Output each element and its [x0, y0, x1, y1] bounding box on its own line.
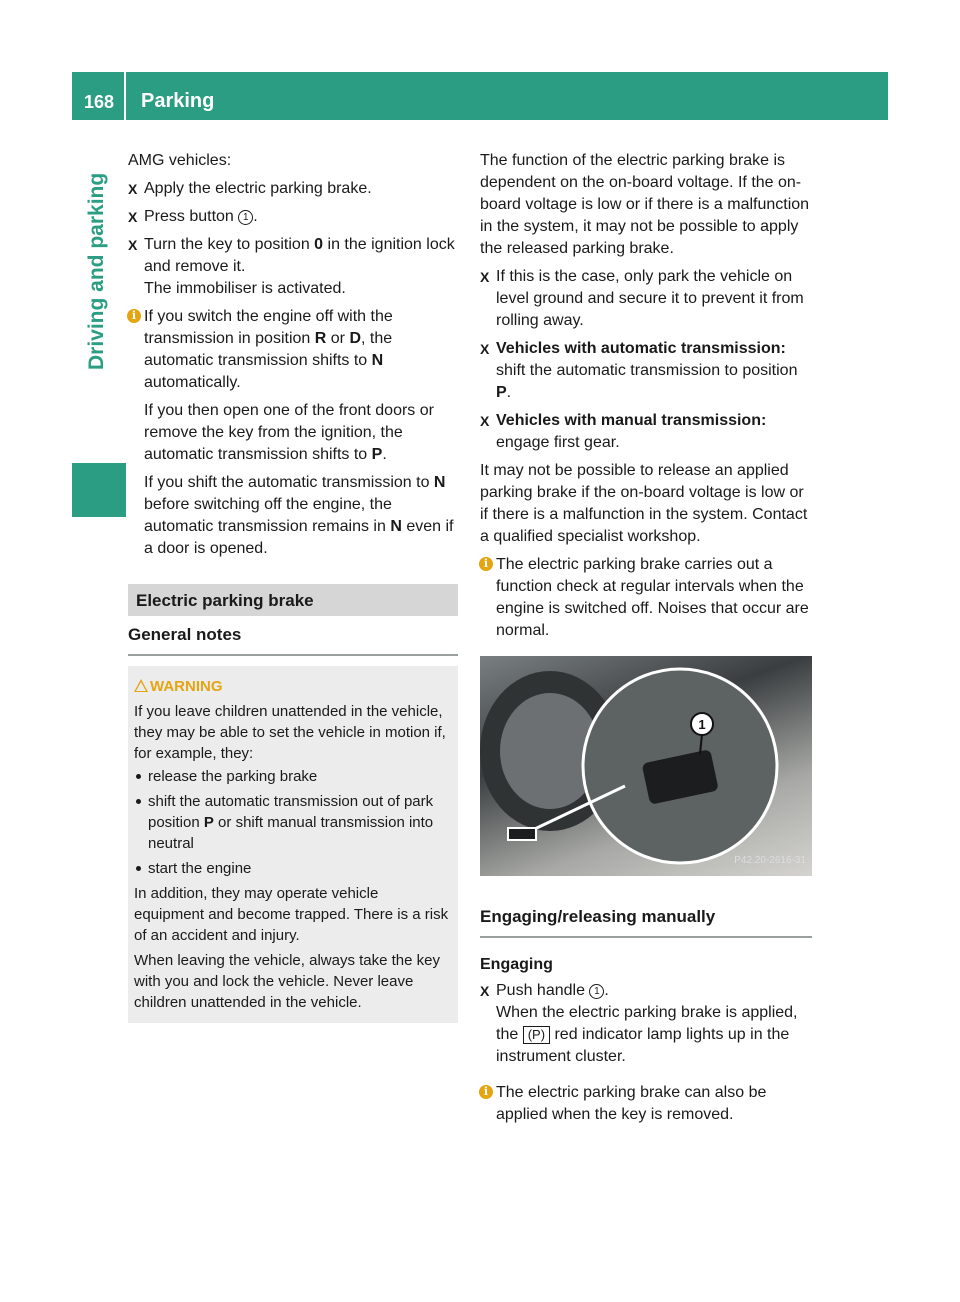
- section-heading-electric-parking-brake: Electric parking brake: [128, 584, 458, 616]
- page-number: 168: [84, 92, 115, 112]
- dashboard-illustration: [480, 656, 812, 876]
- parking-brake-lamp-icon: (P): [523, 1026, 550, 1044]
- side-tab-label: Driving and parking: [85, 172, 108, 370]
- photo-code: P42.20-2616-31: [734, 855, 806, 866]
- callout-1-icon: 1: [238, 210, 253, 225]
- amg-intro: AMG vehicles:: [128, 152, 232, 169]
- step-automatic: X Vehicles with automatic transmission: shift the automatic transmission to position P.: [480, 338, 812, 404]
- warning-bullet: start the engine: [134, 858, 450, 879]
- paragraph-voltage: The function of the electric parking brake is dependent on the on-board voltage. If the on-board voltage is low or if there is a malfunction in the system, it may not be possible to apply the released parking brake.: [480, 152, 810, 257]
- subheading-engaging-releasing: Engaging/releasing manually: [480, 906, 812, 938]
- info-note-transmission: i If you switch the engine off with the transmission in position R or D, the automatic transmission shifts to N automatically. If you then open one of the front doors or remove the key from the ignition, the automatic transmission shifts to P. If you shift the automatic transmission to N before switching off the engine, the automatic transmission remains in N even if a door is opened.: [128, 306, 458, 560]
- info-icon: i: [479, 557, 493, 571]
- right-column: [480, 150, 812, 1132]
- warning-bullet: shift the automatic transmission out of park position P or shift manual transmission into neutral: [134, 791, 450, 854]
- info-note-function-check: i The electric parking brake carries out a function check at regular intervals when the engine is switched off. Noises that occur are normal.: [480, 554, 812, 642]
- step-level-ground: X If this is the case, only park the vehicle on level ground and secure it to prevent it from rolling away.: [480, 266, 812, 332]
- step-apply-brake: X Apply the electric parking brake.: [128, 178, 458, 200]
- handle-location-marker: [508, 828, 536, 840]
- callout-1-text: 1: [698, 717, 706, 732]
- section-title: Parking: [141, 90, 215, 112]
- step-turn-key: X Turn the key to position 0 in the ignition lock and remove it. The immobiliser is activated.: [128, 234, 458, 300]
- info-icon: i: [127, 309, 141, 323]
- paragraph-release: It may not be possible to release an applied parking brake if the on-board voltage is low or if there is a malfunction in the system. Contact a qualified specialist workshop.: [480, 462, 808, 545]
- warning-triangle-icon: [134, 679, 148, 692]
- info-note-key-removed: i The electric parking brake can also be applied when the key is removed.: [480, 1082, 812, 1126]
- left-column: [128, 150, 458, 1023]
- callout-1-icon: 1: [589, 984, 604, 999]
- step-manual: X Vehicles with manual transmission: engage first gear.: [480, 410, 812, 454]
- warning-box: [128, 666, 458, 1023]
- step-push-handle: X Push handle 1 . When the electric parking brake is applied, the (P) red indicator lamp lights up in the instrument cluster.: [480, 980, 812, 1068]
- side-tab-marker: [72, 463, 126, 517]
- warning-intro: If you leave children unattended in the vehicle, they may be able to set the vehicle in motion if, for example, they:: [134, 703, 446, 762]
- subheading-general-notes: General notes: [128, 624, 458, 656]
- parking-brake-photo: [480, 656, 812, 876]
- header-divider: [124, 72, 126, 120]
- warning-bullet: release the parking brake: [134, 766, 450, 787]
- warning-title: WARNING: [134, 676, 450, 697]
- warning-paragraph: When leaving the vehicle, always take the key with you and lock the vehicle. Never leave children unattended in the vehicle.: [134, 952, 440, 1011]
- subheading-engaging: Engaging: [480, 956, 553, 973]
- warning-paragraph: In addition, they may operate vehicle equipment and become trapped. There is a risk of an accident and injury.: [134, 885, 449, 944]
- step-press-button: X Press button 1 .: [128, 206, 458, 228]
- info-icon: i: [479, 1085, 493, 1099]
